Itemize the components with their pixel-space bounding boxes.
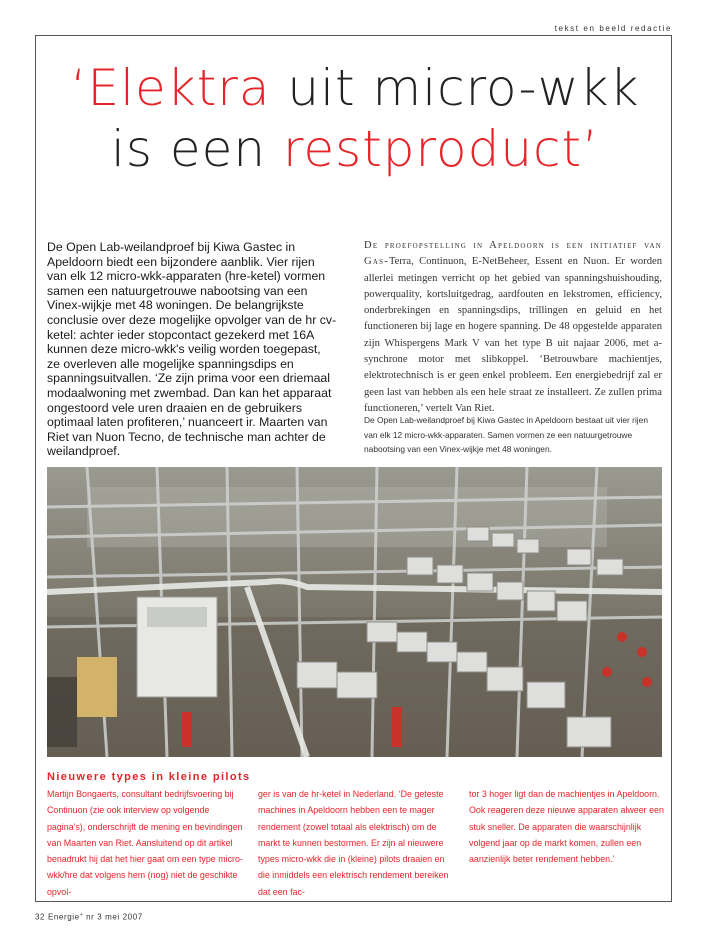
intro-paragraph xyxy=(364,238,662,417)
issue-info: nr 3 mei 2007 xyxy=(86,912,143,922)
title-line2-black: is een xyxy=(110,120,283,178)
title-quote: ‘ xyxy=(70,59,88,117)
test-hall-photo xyxy=(47,467,662,757)
box-column-3: tor 3 hoger ligt dan de machientjes in Apeldoorn. Ook reageren deze nieuwe apparaten alweer een stuk sneller. De apparaten die waarschijnlijk volgend jaar op de markt komen, zullen een aanzienlijk beter rendement hebben.’ xyxy=(469,789,664,865)
intro-body: Terra, Continuon, E-NetBeheer, Essent en Nuon. Er worden allerlei metingen verricht op het gebied van spanningshuishouding, powerquality, kortsluitgedrag, aardfouten en lekstromen, efficiency, onderbrekingen en spanningsdips, trillingen en geluid en het functioneren bij lage en hogere spanning. De 48 opgestelde apparaten zijn Whispergens Mark V van het type B uit najaar 2006, met a-synchrone motor met slibkoppel. ‘Betrouwbare machientjes, elektrotechnisch is er geen enkel probleem. Een energiebedrijf zal er geen last van hebben als een hele straat ze installeert. Ze zullen prima functioneren,’ vertelt Van Riet. xyxy=(364,256,662,414)
title-line1-rest: uit micro-wkk xyxy=(270,59,640,117)
intro-smallcaps: De proefopstelling in Apeldoorn is een initiatief van Gas- xyxy=(364,240,662,268)
page-number: 32 xyxy=(35,912,46,922)
magazine-mark: + xyxy=(79,912,84,918)
page-footer xyxy=(35,912,143,922)
box-column-2: ger is van de hr-ketel in Nederland. ‘De geteste machines in Apeldoorn hebben een te mager rendement (zowel totaal als elektrisch) om de markt te kunnen bestormen. Er zijn al nieuwere types micro-wkk die in (kleine) pilots draaien en die inmiddels een elektrisch rendement bereiken dat een fac- xyxy=(258,789,449,897)
article-title xyxy=(40,58,670,180)
lead-paragraph: De Open Lab-weilandproef bij Kiwa Gastec in Apeldoorn biedt een bijzondere aanblik. Vier rijen van elk 12 micro-wkk-apparaten (hre-ketel) vormen samen een natuurgetrouwe nabootsing van een Vinex-wijkje met 48 woningen. De belangrijkste conclusie over deze mogelijke opvolger van de hr cv-ketel: achter ieder stopcontact gezekerd met 16A kunnen deze micro-wkk's veilig worden toegepast, ze overleven alle mogelijke spanningsdips en spanningsuitvallen. ‘Ze zijn prima voor een driemaal modaalwoning met zwembad. Dan kan het apparaat ongestoord vele uren draaien en de gebruikers optimaal laten profiteren,’ nuanceert ir. Maarten van Riet van Nuon Tecno, de technische man achter de weilandproef. xyxy=(47,240,337,459)
box-column-1: Martijn Bongaerts, consultant bedrijfsvoering bij Continuon (zie ook interview op volgende pagina's), onderschrijft de mening en bevindingen van Maarten van Riet. Aansluitend op dit artikel benadrukt hij dat het hier gaat om een type micro-wkk/hre dat volgens hem (nog) niet de geschikte opvol- xyxy=(47,789,243,897)
section-label: tekst en beeld redactie xyxy=(554,24,672,33)
title-red-word-1: Elektra xyxy=(87,59,271,117)
title-red-word-2: restproduct’ xyxy=(282,120,600,178)
box-heading: Nieuwere types in kleine pilots xyxy=(47,771,251,783)
magazine-name: Energie xyxy=(47,912,80,922)
photo-caption: De Open Lab-weilandproef bij Kiwa Gastec in Apeldoorn bestaat uit vier rijen van elk 12 micro-wkk-apparaten. Samen vormen ze een natuurgetrouwe nabootsing van een Vinex-wijkje met 48 woningen. xyxy=(364,415,648,455)
